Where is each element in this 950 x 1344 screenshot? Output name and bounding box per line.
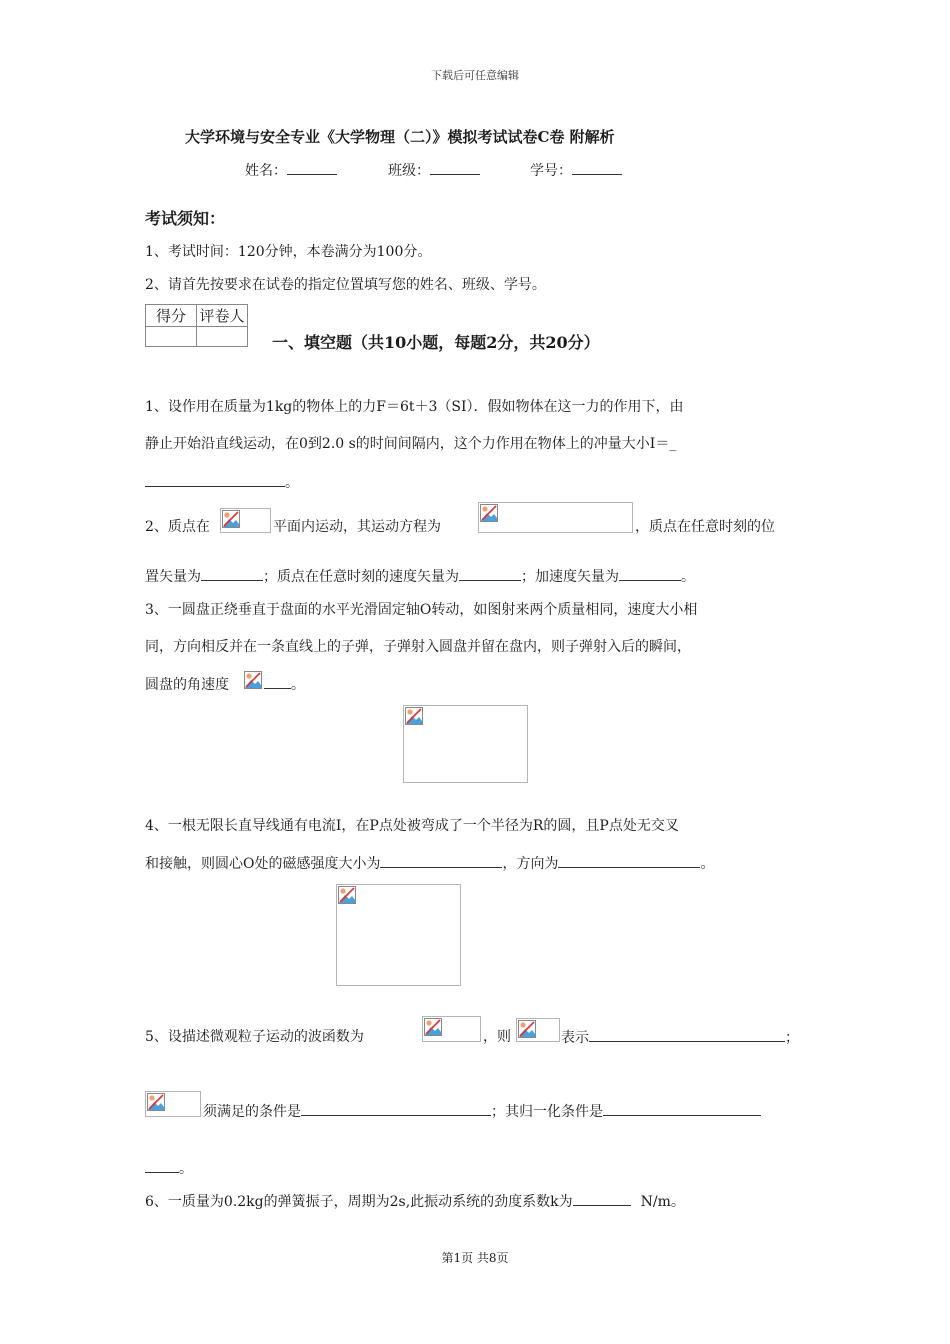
broken-image-icon: [147, 1093, 165, 1111]
q5-end: 。: [179, 1161, 193, 1177]
id-field: [530, 160, 622, 180]
figure-wire-loop: [336, 884, 461, 986]
section-title: 一、填空题（共10小题，每题2分，共20分）: [272, 333, 600, 352]
formula-image-wavefunction: [422, 1016, 481, 1042]
q2-part-b: 平面内运动，其运动方程为: [273, 519, 441, 535]
broken-image-icon: [338, 886, 356, 904]
q4-magnitude-blank[interactable]: [380, 853, 502, 868]
q1-answer-blank[interactable]: [145, 472, 285, 487]
q5-normalization-blank[interactable]: [603, 1101, 761, 1116]
q4-line1: 4、一根无限长直导线通有电流I，在P点处被弯成了一个半径为R的圆，且P点处无交叉: [145, 818, 679, 834]
page-footer: 第1页 共8页: [441, 1251, 509, 1265]
q2-part-c: ，质点在任意时刻的位: [635, 519, 775, 535]
q5-condition-label: 须满足的条件是: [203, 1104, 301, 1120]
q2-velocity-blank[interactable]: [459, 566, 521, 581]
q1-line3: [145, 472, 299, 493]
q4-line2: [145, 853, 714, 874]
q1-line1: 1、设作用在质量为1kg的物体上的力F＝6t＋3（SI）．假如物体在这一力的作用下，由: [145, 399, 684, 415]
formula-image-psi: [145, 1091, 201, 1117]
class-field: [388, 160, 480, 180]
q2-accel-label: ；加速度矢量为: [521, 569, 619, 585]
q5-condition-blank[interactable]: [301, 1101, 491, 1116]
q2-velocity-label: ；质点在任意时刻的速度矢量为: [263, 569, 459, 585]
name-field: [245, 160, 337, 180]
q2-line2: [145, 566, 695, 587]
formula-image-omega: [244, 671, 264, 691]
notice-heading: 考试须知：: [145, 209, 226, 228]
formula-image-motion-equation: [478, 502, 633, 533]
q2-end: 。: [681, 569, 695, 585]
q3-line1: 3、一圆盘正绕垂直于盘面的水平光滑固定轴O转动，如图射来两个质量相同，速度大小相: [145, 602, 698, 618]
q2-position-label: 置矢量为: [145, 569, 201, 585]
q5-part-a: 5、设描述微观粒子运动的波函数为: [145, 1029, 364, 1045]
q2-part-a: 2、质点在: [145, 519, 210, 535]
q4-end: 。: [700, 856, 715, 872]
header-note: 下载后可任意编辑: [431, 69, 519, 82]
broken-image-icon: [424, 1018, 442, 1036]
q5-part-b: ，则: [483, 1029, 511, 1045]
q5-line2: [203, 1101, 761, 1122]
q5-meaning-blank[interactable]: [589, 1027, 785, 1042]
q5-means-label: 表示: [561, 1030, 589, 1046]
broken-image-icon: [405, 707, 423, 725]
q5-semicolon: ；: [785, 1030, 799, 1046]
q3-line3: [145, 674, 305, 695]
name-blank[interactable]: [287, 160, 337, 175]
q5-normalization-blank-cont[interactable]: [145, 1158, 179, 1173]
q6-unit: N/m。: [640, 1194, 685, 1210]
q1-line2: 静止开始沿直线运动，在0到2.0 s的时间间隔内，这个力作用在物体上的冲量大小I＝_: [145, 436, 677, 452]
figure-disk-bullets: [403, 705, 528, 783]
q5-part-c: [561, 1027, 799, 1048]
notice-item-1: 1、考试时间：120分钟，本卷满分为100分。: [145, 244, 432, 260]
q4-magnitude-label: 和接触，则圆心O处的磁感强度大小为: [145, 856, 381, 872]
q4-direction-label: ，方向为: [502, 856, 559, 872]
broken-image-icon: [480, 504, 498, 522]
q6-k-blank[interactable]: [573, 1191, 631, 1206]
q6-text: 6、一质量为0.2kg的弹簧振子，周期为2s,此振动系统的劲度系数k为: [145, 1194, 573, 1210]
broken-image-icon: [518, 1020, 536, 1038]
id-blank[interactable]: [572, 160, 622, 175]
q3-end: 。: [291, 677, 305, 693]
q3-line2: 同，方向相反并在一条直线上的子弹，子弹射入圆盘并留在盘内，则子弹射入后的瞬间，: [145, 639, 691, 655]
class-label: 班级：: [388, 163, 430, 179]
formula-image-xy-plane: [220, 508, 271, 533]
q2-accel-blank[interactable]: [619, 566, 681, 581]
q1-end: 。: [285, 475, 299, 491]
grader-header: 评卷人: [197, 305, 248, 327]
page-title: 大学环境与安全专业《大学物理（二）》模拟考试试卷C卷 附解析: [185, 128, 615, 146]
score-header: 得分: [146, 305, 197, 327]
id-label: 学号：: [530, 163, 572, 179]
formula-image-psi-squared: [516, 1018, 560, 1042]
class-blank[interactable]: [430, 160, 480, 175]
name-label: 姓名：: [245, 163, 287, 179]
broken-image-icon: [222, 510, 240, 528]
score-cell[interactable]: [146, 327, 197, 347]
q5-line3: [145, 1158, 193, 1179]
grader-cell[interactable]: [197, 327, 248, 347]
score-table: [145, 304, 248, 347]
q3-omega-label: 圆盘的角速度: [145, 677, 229, 693]
q4-direction-blank[interactable]: [558, 853, 700, 868]
q6-line: [145, 1191, 685, 1212]
q2-position-blank[interactable]: [201, 566, 263, 581]
broken-image-icon: [244, 671, 262, 689]
q5-normalization-label: ；其归一化条件是: [491, 1104, 603, 1120]
notice-item-2: 2、请首先按要求在试卷的指定位置填写您的姓名、班级、学号。: [145, 277, 546, 293]
